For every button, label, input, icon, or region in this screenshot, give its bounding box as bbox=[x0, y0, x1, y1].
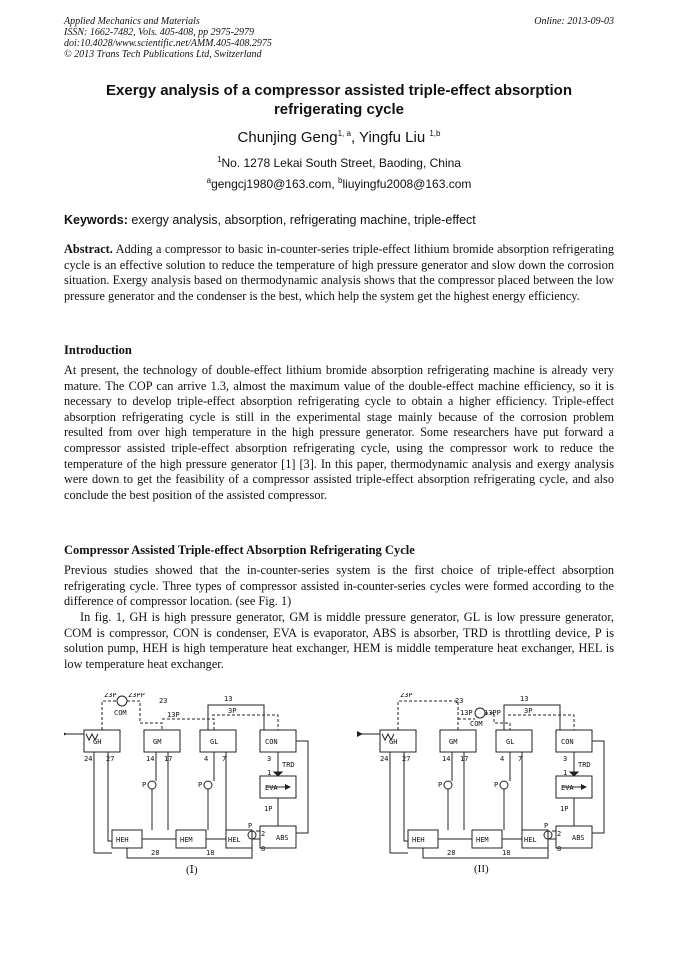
diagram-ii bbox=[362, 701, 604, 858]
label-gm-2: GM bbox=[449, 738, 458, 746]
label-1p: 1P bbox=[264, 805, 273, 813]
label-17: 17 bbox=[164, 755, 173, 763]
label-13pp-2: 13PP bbox=[484, 709, 501, 717]
email-b-mark: b bbox=[338, 176, 343, 185]
label-24-2: 24 bbox=[380, 755, 389, 763]
label-gl-2: GL bbox=[506, 738, 515, 746]
label-hel-2: HEL bbox=[524, 836, 537, 844]
label-23p: 23P bbox=[104, 693, 117, 699]
label-p-6: P bbox=[544, 822, 549, 830]
label-eva: EVA bbox=[265, 784, 278, 792]
label-p-3: P bbox=[248, 822, 253, 830]
label-hel: HEL bbox=[228, 836, 241, 844]
author-emails bbox=[64, 177, 614, 191]
label-13p: 13P bbox=[167, 711, 180, 719]
label-1: 1 bbox=[267, 769, 272, 777]
pump-1 bbox=[148, 781, 156, 789]
paper-title bbox=[64, 81, 614, 119]
keywords-text: exergy analysis, absorption, refrigerating machine, triple-effect bbox=[127, 213, 476, 227]
title-line-1: Exergy analysis of a compressor assisted triple-effect absorption bbox=[106, 82, 572, 99]
copyright-line: © 2013 Trans Tech Publications Ltd, Switzerland bbox=[64, 49, 262, 60]
label-8-2: 8 bbox=[557, 845, 562, 853]
affiliation-mark: 1 bbox=[217, 155, 222, 164]
figure-1 bbox=[64, 693, 624, 883]
email-b: liuyingfu2008@163.com bbox=[342, 177, 472, 191]
gh-box-2 bbox=[380, 730, 416, 752]
author-1-affil: 1, a bbox=[337, 129, 351, 138]
label-27-2: 27 bbox=[402, 755, 411, 763]
issn-line: ISSN: 1662-7482, Vols. 405-408, pp 2975-2979 bbox=[64, 27, 254, 38]
label-27: 27 bbox=[106, 755, 115, 763]
diagram-i-labels bbox=[84, 693, 295, 857]
online-date: Online: 2013-09-03 bbox=[534, 16, 614, 27]
label-com-2: COM bbox=[470, 720, 483, 728]
label-4-2: 4 bbox=[500, 755, 505, 763]
caption-ii: (II) bbox=[474, 863, 489, 875]
pump-5 bbox=[500, 781, 508, 789]
keywords bbox=[64, 213, 476, 227]
label-28-2: 28 bbox=[447, 849, 456, 857]
section-paragraph-2: In fig. 1, GH is high pressure generator, GM is middle pressure generator, GL is low pressure generator, COM is compressor, CON is condenser, EVA is evaporator, ABS is absorber, TRD is throttling device, P is solution pump, HEH is high temperature heat exchanger, HEM is middle temperature heat exchanger, HEL is low temperature heat exchanger. bbox=[64, 610, 614, 671]
gh-box bbox=[84, 730, 120, 752]
section-paragraph-1: Previous studies showed that the in-counter-series system is the first choice of triple-effect absorption refrigerating cycle. Three types of compressor assisted in-counter-series cycles were formed according to the difference of compressor location. (see Fig. 1) bbox=[64, 563, 614, 609]
label-23: 23 bbox=[159, 697, 168, 705]
label-7-2: 7 bbox=[518, 755, 523, 763]
label-2: 2 bbox=[261, 830, 266, 838]
doi-line: doi:10.4028/www.scientific.net/AMM.405-408.2975 bbox=[64, 38, 272, 49]
label-14: 14 bbox=[146, 755, 155, 763]
label-com: COM bbox=[114, 709, 127, 717]
label-hem: HEM bbox=[180, 836, 193, 844]
label-con: CON bbox=[265, 738, 278, 746]
label-24: 24 bbox=[84, 755, 93, 763]
label-13: 13 bbox=[224, 695, 233, 703]
label-trd: TRD bbox=[282, 761, 295, 769]
pump-2 bbox=[204, 781, 212, 789]
author-2: Yingfu Liu bbox=[359, 129, 430, 146]
abstract-text: Adding a compressor to basic in-counter-series triple-effect lithium bromide absorption refrigerating cycle is an effective solution to reduce the temperature of high pressure generator and slow down the corrosion situation. Exergy analysis based on thermodynamic analysis shows that the compressor placed between the low pressure generator and the condenser is the best, which help the system get the highest energy efficiency. bbox=[64, 242, 614, 303]
gm-box bbox=[144, 730, 180, 752]
label-con-2: CON bbox=[561, 738, 574, 746]
pump-4 bbox=[444, 781, 452, 789]
label-p-4: P bbox=[438, 781, 443, 789]
label-gm: GM bbox=[153, 738, 162, 746]
label-4: 4 bbox=[204, 755, 209, 763]
intro-paragraph: At present, the technology of double-effect lithium bromide absorption refrigerating machine is already very mature. The COP can arrive 1.3, almost the maximum value of the double-effect machine efficiency, so it is necessary to develop triple-effect absorption refrigerating cycle to obtain a higher efficiency. Triple-effect absorption refrigerating cycle is still in the experimental stage mainly because of the corrosion problem resulted from over high temperature in the high pressure generator. Some researchers have put forward a compressor assisted triple-effect absorption refrigerating cycle, using the compressor work to reduce the temperature of the high pressure generator [1] [3]. In this paper, thermodynamic analysis and exergy analysis were down to get the feasibility of a compressor assisted triple-effect absorption refrigerating cycle, and also conclude the best position of the assisted compressor. bbox=[64, 363, 614, 502]
label-23-2: 23 bbox=[455, 697, 464, 705]
label-3p: 3P bbox=[228, 707, 237, 715]
label-18-2: 18 bbox=[502, 849, 511, 857]
label-gl: GL bbox=[210, 738, 219, 746]
caption-i: (Ⅰ) bbox=[186, 864, 198, 876]
label-trd-2: TRD bbox=[578, 761, 591, 769]
label-gh: GH bbox=[93, 738, 102, 746]
label-13-2: 13 bbox=[520, 695, 529, 703]
abstract-label: Abstract. bbox=[64, 242, 113, 256]
label-7: 7 bbox=[222, 755, 227, 763]
email-a: gengcj1980@163.com, bbox=[211, 177, 338, 191]
label-13p-2: 13P bbox=[460, 709, 473, 717]
label-gh-2: GH bbox=[389, 738, 398, 746]
journal-name: Applied Mechanics and Materials bbox=[64, 16, 200, 27]
diagram-ii-labels bbox=[380, 693, 591, 857]
label-heh-2: HEH bbox=[412, 836, 425, 844]
cycle-diagrams bbox=[64, 693, 624, 883]
label-p-5: P bbox=[494, 781, 499, 789]
abstract bbox=[64, 242, 614, 304]
author-line bbox=[64, 129, 614, 146]
label-p-2: P bbox=[198, 781, 203, 789]
intro-heading: Introduction bbox=[64, 343, 132, 357]
label-23p-2: 23P bbox=[400, 693, 413, 699]
author-1: Chunjing Geng bbox=[237, 129, 338, 146]
section-heading: Compressor Assisted Triple-effect Absorption Refrigerating Cycle bbox=[64, 543, 415, 557]
diagram-i bbox=[66, 696, 308, 858]
label-14-2: 14 bbox=[442, 755, 451, 763]
affiliation-text: No. 1278 Lekai South Street, Baoding, China bbox=[221, 156, 461, 170]
journal-header bbox=[64, 16, 272, 60]
label-23pp: 23PP bbox=[128, 693, 145, 699]
label-2-2: 2 bbox=[557, 830, 562, 838]
author-separator: , bbox=[350, 129, 360, 146]
label-1-2: 1 bbox=[563, 769, 568, 777]
label-28: 28 bbox=[151, 849, 160, 857]
com-circle bbox=[117, 696, 127, 706]
label-abs-2: ABS bbox=[572, 834, 585, 842]
title-line-2: refrigerating cycle bbox=[273, 101, 405, 118]
label-8: 8 bbox=[261, 845, 266, 853]
email-a-mark: a bbox=[206, 176, 212, 185]
label-1p-2: 1P bbox=[560, 805, 569, 813]
label-p-1: P bbox=[142, 781, 147, 789]
label-eva-2: EVA bbox=[561, 784, 574, 792]
keywords-label: Keywords: bbox=[64, 213, 128, 227]
label-18: 18 bbox=[206, 849, 215, 857]
label-heh: HEH bbox=[116, 836, 129, 844]
gm-box-2 bbox=[440, 730, 476, 752]
label-3: 3 bbox=[267, 755, 272, 763]
author-2-affil: 1,b bbox=[429, 129, 441, 138]
label-3p-2: 3P bbox=[524, 707, 533, 715]
affiliation bbox=[64, 156, 614, 170]
label-hem-2: HEM bbox=[476, 836, 489, 844]
label-17-2: 17 bbox=[460, 755, 469, 763]
label-3-2: 3 bbox=[563, 755, 568, 763]
label-abs: ABS bbox=[276, 834, 289, 842]
